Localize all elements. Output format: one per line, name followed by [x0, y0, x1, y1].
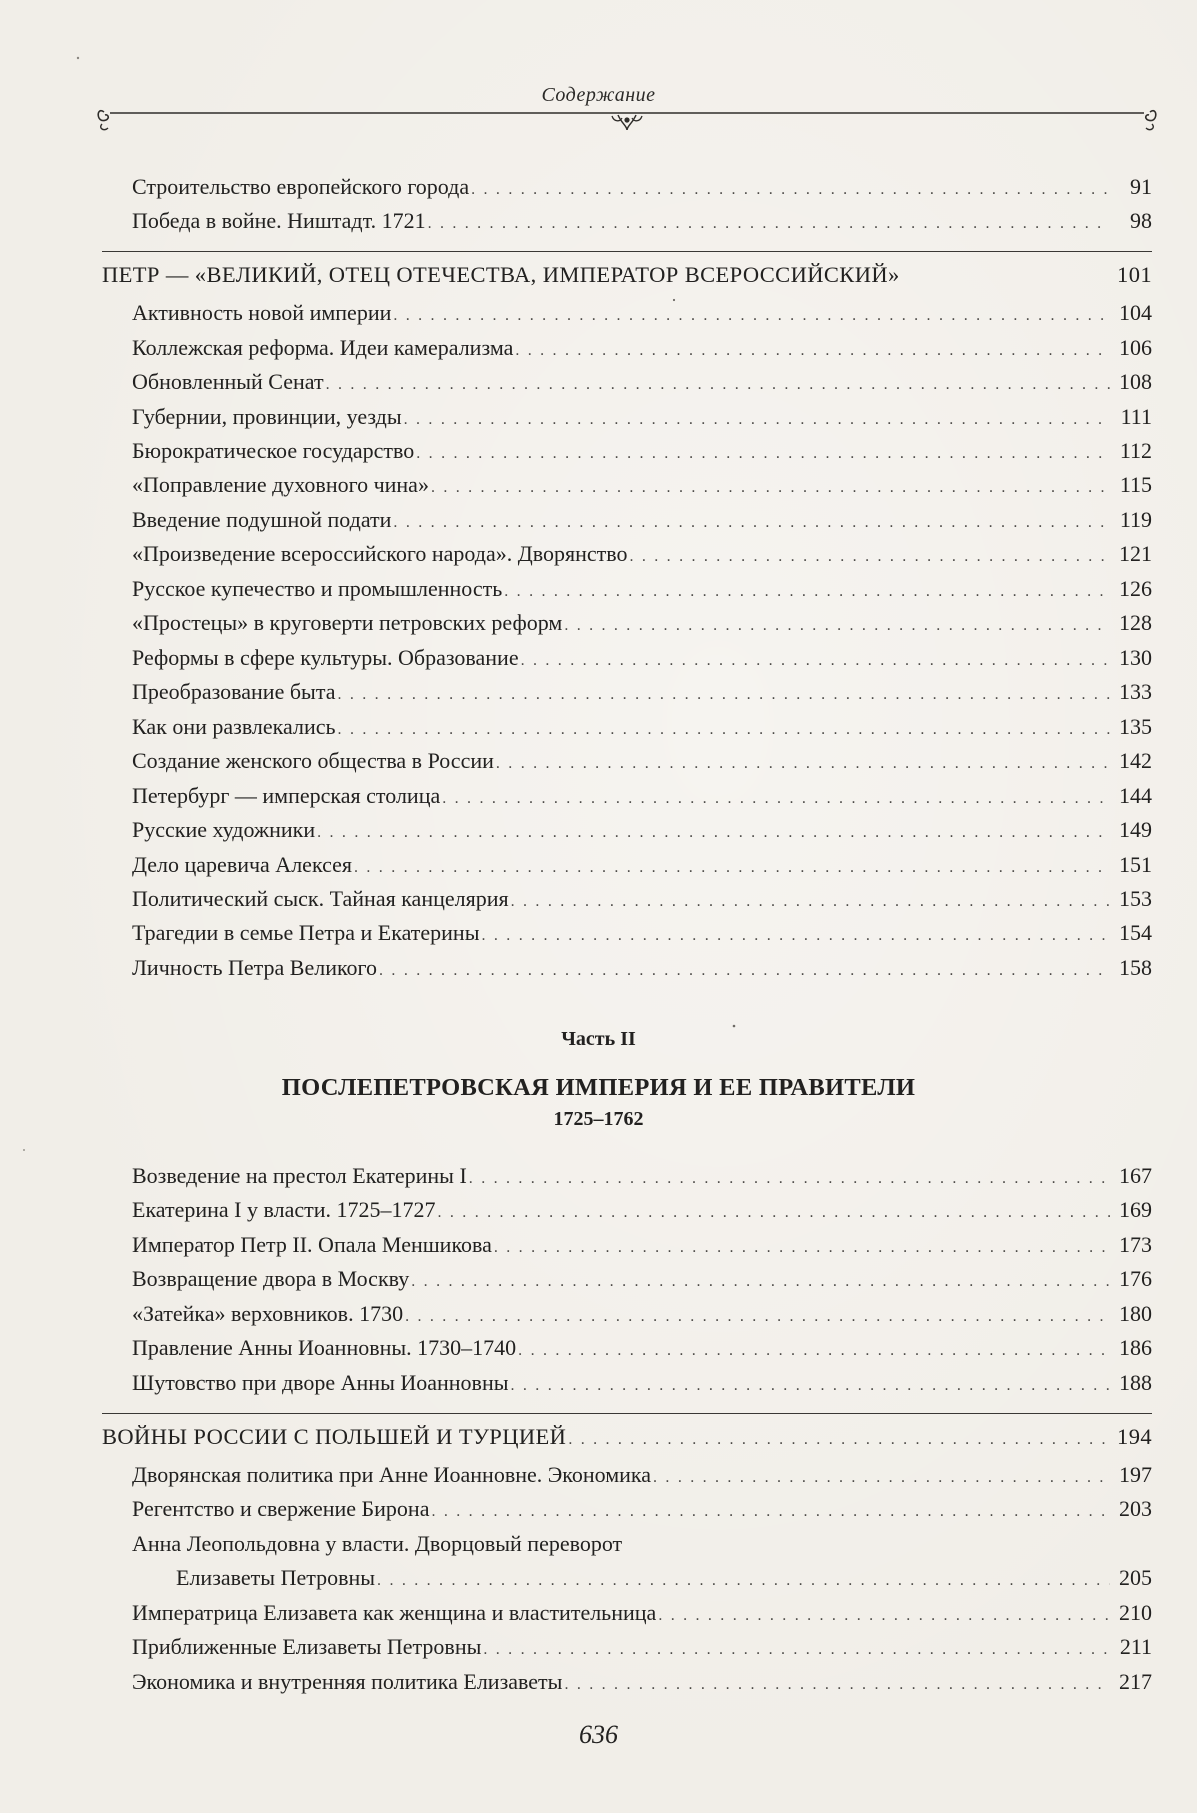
dot-leader	[338, 715, 1110, 745]
toc-entry[interactable]	[132, 1460, 1152, 1490]
entry-title: Екатерина I у власти. 1725–1727	[132, 1197, 436, 1222]
toc-entry[interactable]	[132, 574, 1152, 604]
toc-entry[interactable]	[132, 746, 1152, 776]
entry-title: ПЕТР — «ВЕЛИКИЙ, ОТЕЦ ОТЕЧЕСТВА, ИМПЕРАТОР ВСЕРОССИЙСКИЙ»	[102, 262, 900, 287]
toc-entry[interactable]	[132, 850, 1152, 880]
toc-entry[interactable]	[132, 953, 1152, 983]
dot-leader	[568, 1425, 1110, 1455]
entry-page-number: 121	[1119, 541, 1152, 566]
entry-title: Императрица Елизавета как женщина и властительница	[132, 1600, 657, 1625]
section-divider	[102, 251, 1152, 252]
entry-page-number: 205	[1119, 1565, 1152, 1590]
entry-title: Дело царевича Алексея	[132, 852, 352, 877]
entry-page-number: 135	[1119, 714, 1152, 739]
toc-section-heading[interactable]	[102, 260, 1152, 290]
entry-page-number: 108	[1119, 369, 1152, 394]
entry-page-number: 142	[1119, 748, 1152, 773]
entry-title: Регентство и свержение Бирона	[132, 1496, 430, 1521]
entry-page-number: 133	[1119, 679, 1152, 704]
dot-leader	[496, 749, 1110, 779]
dot-leader	[515, 336, 1110, 366]
entry-page-number: 211	[1119, 1634, 1152, 1659]
toc-entry[interactable]	[132, 539, 1152, 569]
entry-page-number: 130	[1119, 645, 1152, 670]
entry-page-number: 151	[1119, 852, 1152, 877]
entry-title: Бюрократическое государство	[132, 438, 415, 463]
entry-page-number: 194	[1117, 1424, 1152, 1449]
entry-title: Правление Анны Иоанновны. 1730–1740	[132, 1335, 517, 1360]
entry-page-number: 101	[1117, 262, 1152, 287]
toc-entry[interactable]	[132, 1667, 1152, 1697]
toc-entry[interactable]	[132, 172, 1152, 202]
dot-leader	[494, 1233, 1110, 1263]
dot-leader	[482, 921, 1111, 951]
dot-leader	[511, 887, 1110, 917]
toc-entry[interactable]	[132, 1368, 1152, 1398]
toc-section-heading[interactable]	[102, 1422, 1152, 1452]
entry-title: Создание женского общества в России	[132, 748, 494, 773]
toc-entry[interactable]	[132, 1529, 1152, 1559]
entry-title: Дворянская политика при Анне Иоанновне. Экономика	[132, 1462, 652, 1487]
toc-entry[interactable]	[132, 781, 1152, 811]
entry-page-number: 180	[1119, 1301, 1152, 1326]
left-flourish-hook	[101, 124, 108, 130]
entry-title: Император Петр II. Опала Меншикова	[132, 1232, 492, 1257]
dot-leader	[471, 175, 1110, 205]
dot-leader	[393, 508, 1110, 538]
dot-leader	[431, 1497, 1110, 1527]
toc-entry[interactable]	[132, 333, 1152, 363]
dot-leader	[504, 577, 1110, 607]
toc-entry[interactable]	[132, 298, 1152, 328]
entry-title: Строительство европейского города	[132, 174, 470, 199]
toc-entry[interactable]	[132, 815, 1152, 845]
entry-page-number: 210	[1119, 1600, 1152, 1625]
dot-leader	[379, 956, 1110, 986]
entry-page-number: 144	[1119, 783, 1152, 808]
entry-title: Победа в войне. Ништадт. 1721	[132, 208, 426, 233]
entry-page-number: 169	[1119, 1197, 1152, 1222]
entry-title: «Поправление духовного чина»	[132, 472, 429, 497]
dot-leader	[431, 473, 1110, 503]
entry-page-number: 217	[1119, 1669, 1152, 1694]
entry-title: ВОЙНЫ РОССИИ С ПОЛЬШЕЙ И ТУРЦИЕЙ	[102, 1424, 567, 1449]
toc-entry[interactable]	[132, 1632, 1152, 1662]
entry-page-number: 112	[1119, 438, 1152, 463]
dot-leader	[416, 439, 1110, 469]
dot-leader	[518, 1336, 1110, 1366]
entry-page-number: 149	[1119, 817, 1152, 842]
dot-leader	[521, 646, 1110, 676]
toc-entry-continuation[interactable]	[176, 1563, 1152, 1593]
toc-entry[interactable]	[132, 402, 1152, 432]
right-flourish	[1146, 111, 1156, 121]
entry-title: Возвращение двора в Москву	[132, 1266, 410, 1291]
part-years: 1725–1762	[553, 1108, 644, 1130]
entry-title: Как они развлекались	[132, 714, 336, 739]
toc-entry[interactable]	[132, 1494, 1152, 1524]
entry-page-number: 119	[1119, 507, 1152, 532]
toc-entry[interactable]	[132, 884, 1152, 914]
entry-title: Реформы в сфере культуры. Образование	[132, 645, 519, 670]
toc-entry[interactable]	[132, 367, 1152, 397]
dot-leader	[564, 611, 1110, 641]
dot-leader	[629, 542, 1110, 572]
entry-title: Шутовство при дворе Анны Иоанновны	[132, 1370, 509, 1395]
dot-leader	[377, 1566, 1110, 1596]
toc-entry[interactable]	[132, 1161, 1152, 1191]
toc-entry[interactable]	[132, 470, 1152, 500]
dot-leader	[326, 370, 1110, 400]
toc-entry[interactable]	[132, 1264, 1152, 1294]
toc-entry[interactable]	[132, 1333, 1152, 1363]
entry-title: Губернии, провинции, уезды	[132, 404, 402, 429]
entry-title: Возведение на престол Екатерины I	[132, 1163, 467, 1188]
dot-leader	[428, 209, 1110, 239]
dot-leader	[658, 1601, 1110, 1631]
dot-leader	[438, 1198, 1111, 1228]
toc-entry[interactable]	[132, 677, 1152, 707]
part-label: Часть II	[561, 1028, 636, 1050]
right-flourish-hook	[1146, 124, 1153, 130]
entry-title: «Простецы» в круговерти петровских реформ	[132, 610, 563, 635]
entry-title: Экономика и внутренняя политика Елизаветы	[132, 1669, 563, 1694]
entry-page-number: 126	[1119, 576, 1152, 601]
dot-leader	[405, 1302, 1110, 1332]
dot-leader	[653, 1463, 1110, 1493]
dot-leader	[354, 853, 1110, 883]
toc-entry[interactable]	[132, 1299, 1152, 1329]
entry-page-number: 158	[1119, 955, 1152, 980]
entry-page-number: 167	[1119, 1163, 1152, 1188]
entry-page-number: 176	[1119, 1266, 1152, 1291]
entry-page-number: 188	[1119, 1370, 1152, 1395]
toc-entry[interactable]	[132, 1598, 1152, 1628]
entry-page-number: 115	[1119, 472, 1152, 497]
toc-entry[interactable]	[132, 206, 1152, 236]
entry-title: Трагедии в семье Петра и Екатерины	[132, 920, 480, 945]
entry-title: Русское купечество и промышленность	[132, 576, 503, 601]
entry-title: Коллежская реформа. Идеи камерализма	[132, 335, 514, 360]
ornamental-rule	[96, 100, 1158, 140]
entry-title: Преобразование быта	[132, 679, 336, 704]
entry-page-number: 106	[1119, 335, 1152, 360]
dot-leader	[511, 1371, 1111, 1401]
dot-leader	[469, 1164, 1110, 1194]
entry-title: Личность Петра Великого	[132, 955, 378, 980]
dot-leader	[337, 680, 1110, 710]
entry-title: Приближенные Елизаветы Петровны	[132, 1634, 482, 1659]
center-ornament	[612, 115, 642, 130]
dot-leader	[564, 1670, 1110, 1700]
entry-page-number: 153	[1119, 886, 1152, 911]
entry-page-number: 197	[1119, 1462, 1152, 1487]
toc-entry[interactable]	[132, 712, 1152, 742]
entry-page-number: 186	[1119, 1335, 1152, 1360]
toc-entry[interactable]	[132, 1230, 1152, 1260]
toc-entry[interactable]	[132, 918, 1152, 948]
page-number: 636	[579, 1720, 618, 1749]
toc-entry[interactable]	[132, 505, 1152, 535]
entry-title: Активность новой империи	[132, 300, 392, 325]
running-head-title: Содержание	[541, 84, 656, 106]
entry-title: Елизаветы Петровны	[176, 1565, 376, 1590]
entry-page-number: 91	[1130, 174, 1152, 199]
entry-page-number: 173	[1119, 1232, 1152, 1257]
part-title[interactable]: ПОСЛЕПЕТРОВСКАЯ ИМПЕРИЯ И ЕЕ ПРАВИТЕЛИ	[281, 1074, 916, 1101]
entry-page-number: 98	[1130, 208, 1152, 233]
left-flourish	[98, 111, 108, 121]
dot-leader	[411, 1267, 1110, 1297]
entry-title: Обновленный Сенат	[132, 369, 324, 394]
entry-title: Введение подушной подати	[132, 507, 392, 532]
entry-page-number: 128	[1119, 610, 1152, 635]
dot-leader	[404, 405, 1110, 435]
section-divider	[102, 1413, 1152, 1414]
entry-title: Русские художники	[132, 817, 316, 842]
toc-entry[interactable]	[132, 643, 1152, 673]
entry-title: Политический сыск. Тайная канцелярия	[132, 886, 509, 911]
entry-title: Петербург — имперская столица	[132, 783, 441, 808]
dot-leader	[317, 818, 1110, 848]
dot-leader	[483, 1635, 1110, 1665]
toc-entry[interactable]	[132, 436, 1152, 466]
dot-leader	[442, 784, 1110, 814]
dot-leader	[393, 301, 1110, 331]
entry-title: «Произведение всероссийского народа». Дворянство	[132, 541, 628, 566]
toc-entry[interactable]	[132, 1195, 1152, 1225]
toc-entry[interactable]	[132, 608, 1152, 638]
entry-page-number: 203	[1119, 1496, 1152, 1521]
entry-page-number: 111	[1120, 404, 1152, 429]
entry-page-number: 154	[1119, 920, 1152, 945]
entry-title: «Затейка» верховников. 1730	[132, 1301, 404, 1326]
entry-page-number: 104	[1119, 300, 1152, 325]
entry-title: Анна Леопольдовна у власти. Дворцовый переворот	[132, 1531, 623, 1556]
